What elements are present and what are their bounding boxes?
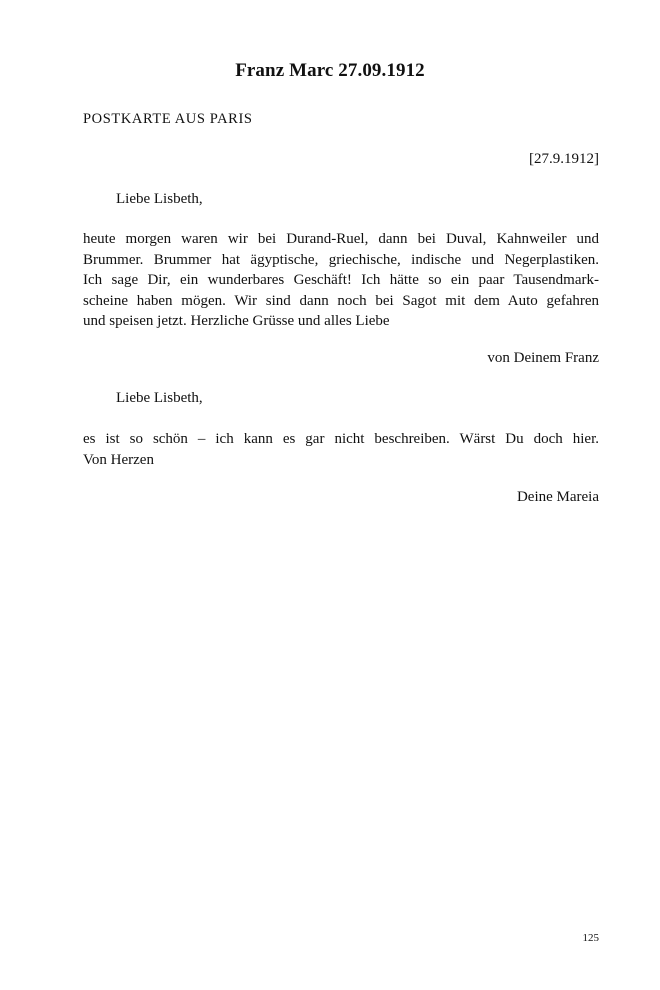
- section-heading: POSTKARTE AUS PARIS: [83, 111, 253, 127]
- letter1-signature: von Deinem Franz: [487, 350, 599, 366]
- date-line: [27.9.1912]: [529, 151, 599, 167]
- letter2-body: [83, 429, 599, 470]
- letter2-salutation: Liebe Lisbeth,: [116, 390, 203, 406]
- letter1-line: Ich sage Dir, ein wunderbares Geschäft! Ich hätte so ein paar Tausendmark-: [83, 272, 599, 288]
- letter1-line: heute morgen waren wir bei Durand-Ruel, dann bei Duval, Kahnweiler und: [83, 231, 599, 247]
- letter1-salutation: Liebe Lisbeth,: [116, 191, 203, 207]
- letter1-body: [83, 229, 599, 332]
- page-title: Franz Marc 27.09.1912: [235, 60, 425, 81]
- letter1-line: Brummer. Brummer hat ägyptische, griechische, indische und Negerplastiken.: [83, 251, 599, 268]
- letter1-line: scheine haben mögen. Wir sind dann noch bei Sagot mit dem Auto gefahren: [83, 292, 599, 309]
- letter2-signature: Deine Mareia: [516, 489, 599, 505]
- page-number: 125: [582, 932, 599, 944]
- letter1-line: und speisen jetzt. Herzliche Grüsse und alles Liebe: [83, 313, 390, 329]
- letter2-line: Von Herzen: [83, 451, 154, 468]
- letter2-line: es ist so schön – ich kann es gar nicht beschreiben. Wärst Du doch hier.: [83, 431, 599, 447]
